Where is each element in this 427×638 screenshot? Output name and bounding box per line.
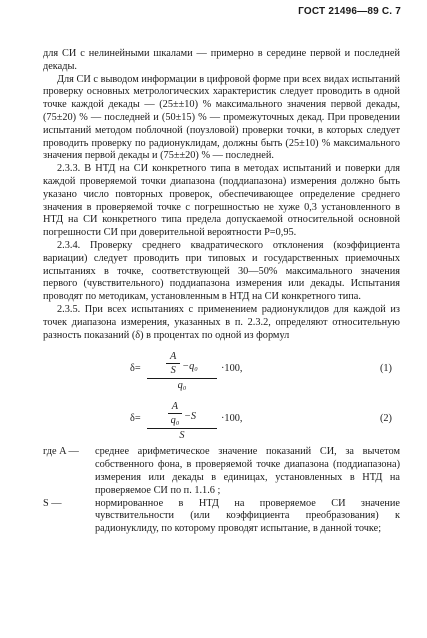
paragraph: Для СИ с выводом информации в цифровой форме при всех видах испытаний проверку основных метрологических характеристик следует проводить в одной точке каждой декады — (25±±10) % максимального значения первой декады, (75±20) % — последней и (50±15) % — промежуточных декад. При проведении испытаний методом поблочной (поузловой) проверки точки, в которых следует проводить проверку по радионуклидам, должны быть (25±10) % максимального значения первой декады и (75±±20) % — последней. xyxy=(43,73,400,162)
formula-inner-fraction xyxy=(168,401,182,426)
body-text xyxy=(43,48,400,536)
paragraph: 2.3.4. Проверку среднего квадратического отклонения (коэффициента вариации) следует проводить при типовых и государственных приемочных испытаниях в точке, соответствующей 30—50% максимального значения первого (чувствительного) поддиапазона измерения или декады. Испытания проводят по методикам, установленным в НТД на СИ конкретного типа. xyxy=(43,239,400,303)
fraction-bar xyxy=(147,428,217,429)
fraction-bar xyxy=(166,363,180,364)
formula-numerator xyxy=(147,401,217,426)
equation-number: (2) xyxy=(379,413,392,425)
definition-text: нормированное в НТД на проверяемое СИ значение чувствительности (или коэффициента преобразования) к радионуклиду, по которому проводят испытание, в данной точке; xyxy=(95,497,400,535)
definitions-list xyxy=(43,446,400,536)
formula-inner-den: S xyxy=(170,365,176,377)
formula-2 xyxy=(43,398,400,442)
page-header: ГОСТ 21496—89 С. 7 xyxy=(298,6,401,17)
paragraph: 2.3.3. В НТД на СИ конкретного типа в методах испытаний и поверки для каждой проверяемой точки диапазона (поддиапазона) измерения должно быть указано число повторных проверок, обеспечивающее определение среднего значения в проверяемой точке с погрешностью не хуже 0,3 установленного в НТД на СИ конкретного типа предела допускаемой относительной основной погрешности СИ при доверительной вероятности P=0,95. xyxy=(43,163,400,239)
paragraph: для СИ с нелинейными шкалами — примерно в середине первой и последней декады. xyxy=(43,48,400,72)
formula-fraction xyxy=(147,351,217,393)
formula-fraction xyxy=(147,401,217,443)
definition-text: среднее арифметическое значение показаний СИ, за вычетом собственного фона, в проверяемой точке диапазона (поддиапазона) измерения или декады в единицах, установленных в НТД на проверяемое СИ по п. 1.1.6 ; xyxy=(95,446,400,496)
formula-inner-fraction xyxy=(166,351,180,376)
formula-denominator: q₀ xyxy=(177,380,187,392)
definition-item xyxy=(43,446,400,497)
formula-tail: ·100, xyxy=(221,363,243,375)
formula-lhs: δ= xyxy=(130,363,141,375)
definition-term: где A — xyxy=(43,446,79,458)
fraction-bar xyxy=(147,378,217,379)
formula-inner-num: A xyxy=(170,351,177,363)
paragraph: 2.3.5. При всех испытаниях с применением радионуклидов для каждой из точек диапазона измерения, указанных в п. 2.3.2, определяют относительную разность показаний (δ) в процентах по одной из формул xyxy=(43,303,400,341)
definition-term: S — xyxy=(43,497,62,509)
formula-inner-den: q₀ xyxy=(170,415,180,427)
formula-after-inner: −S xyxy=(183,411,197,423)
formula-numerator xyxy=(147,351,217,376)
equation-number: (1) xyxy=(379,363,392,375)
fraction-bar xyxy=(168,413,182,414)
formula-denominator: S xyxy=(179,430,185,442)
definition-item xyxy=(43,498,400,536)
formula-inner-num: A xyxy=(171,401,179,413)
formula-lhs: δ= xyxy=(130,413,141,425)
formula-tail: ·100, xyxy=(221,413,243,425)
formula-1 xyxy=(43,348,400,392)
formula-after-inner: −q₀ xyxy=(182,361,198,373)
